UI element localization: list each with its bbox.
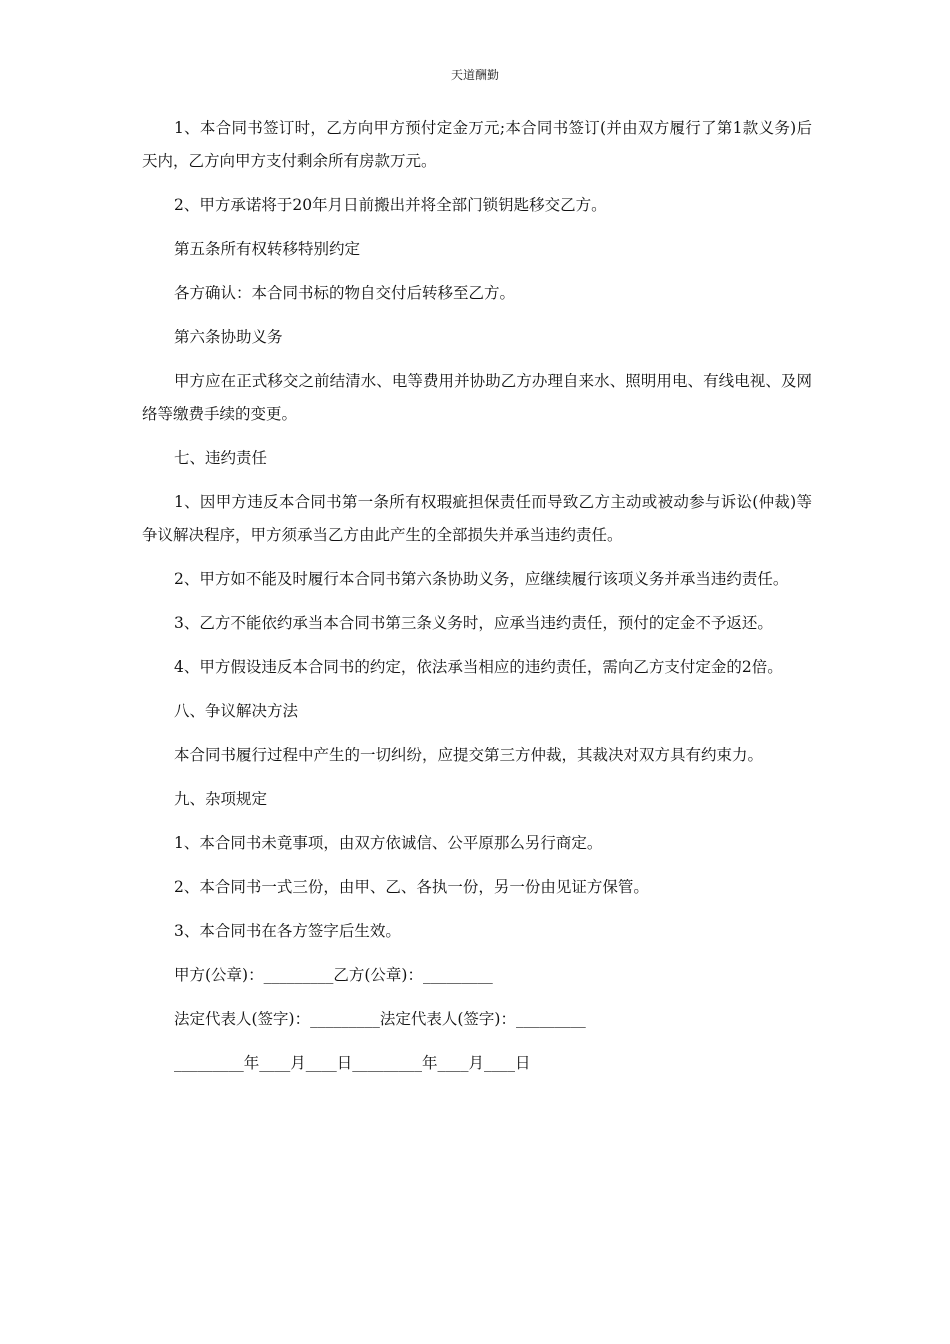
- section-heading: 第五条所有权转移特别约定: [174, 240, 361, 258]
- clause-paragraph: 1、本合同书未竟事项，由双方依诚信、公平原那么另行商定。: [174, 834, 603, 852]
- section-heading: 八、争议解决方法: [174, 702, 299, 720]
- document-body: [142, 112, 812, 1091]
- clause-paragraph: 3、乙方不能依约承当本合同书第三条义务时，应承当违约责任，预付的定金不予返还。: [174, 614, 773, 632]
- page-header: 天道酬勤: [450, 68, 499, 82]
- clause-paragraph: 1、本合同书签订时，乙方向甲方预付定金万元;本合同书签订(并由双方履行了第1款义务)后天内，乙方向甲方支付剩余所有房款万元。: [142, 119, 812, 170]
- clause-paragraph: 2、本合同书一式三份，由甲、乙、各执一份，另一份由见证方保管。: [174, 878, 649, 896]
- signature-line-representative: 法定代表人(签字)：_________法定代表人(签字)：_________: [174, 1010, 586, 1028]
- clause-paragraph: 各方确认：本合同书标的物自交付后转移至乙方。: [174, 284, 516, 302]
- section-heading: 第六条协助义务: [174, 328, 283, 346]
- section-heading: 七、违约责任: [174, 449, 268, 467]
- clause-paragraph: 3、本合同书在各方签字后生效。: [174, 922, 401, 940]
- clause-paragraph: 甲方应在正式移交之前结清水、电等费用并协助乙方办理自来水、照明用电、有线电视、及网络等缴费手续的变更。: [142, 372, 812, 423]
- clause-paragraph: 2、甲方如不能及时履行本合同书第六条协助义务，应继续履行该项义务并承当违约责任。: [174, 570, 789, 588]
- clause-paragraph: 4、甲方假设违反本合同书的约定，依法承当相应的违约责任，需向乙方支付定金的2倍。: [174, 658, 783, 676]
- clause-paragraph: 本合同书履行过程中产生的一切纠纷，应提交第三方仲裁，其裁决对双方具有约束力。: [174, 746, 764, 764]
- signature-line-seal: 甲方(公章)：_________乙方(公章)：_________: [174, 966, 493, 984]
- section-heading: 九、杂项规定: [174, 790, 268, 808]
- clause-paragraph: 1、因甲方违反本合同书第一条所有权瑕疵担保责任而导致乙方主动或被动参与诉讼(仲裁)等争议解决程序，甲方须承当乙方由此产生的全部损失并承当违约责任。: [142, 493, 812, 544]
- clause-paragraph: 2、甲方承诺将于20年月日前搬出并将全部门锁钥匙移交乙方。: [174, 196, 607, 214]
- signature-line-date: _________年____月____日_________年____月____日: [174, 1054, 531, 1072]
